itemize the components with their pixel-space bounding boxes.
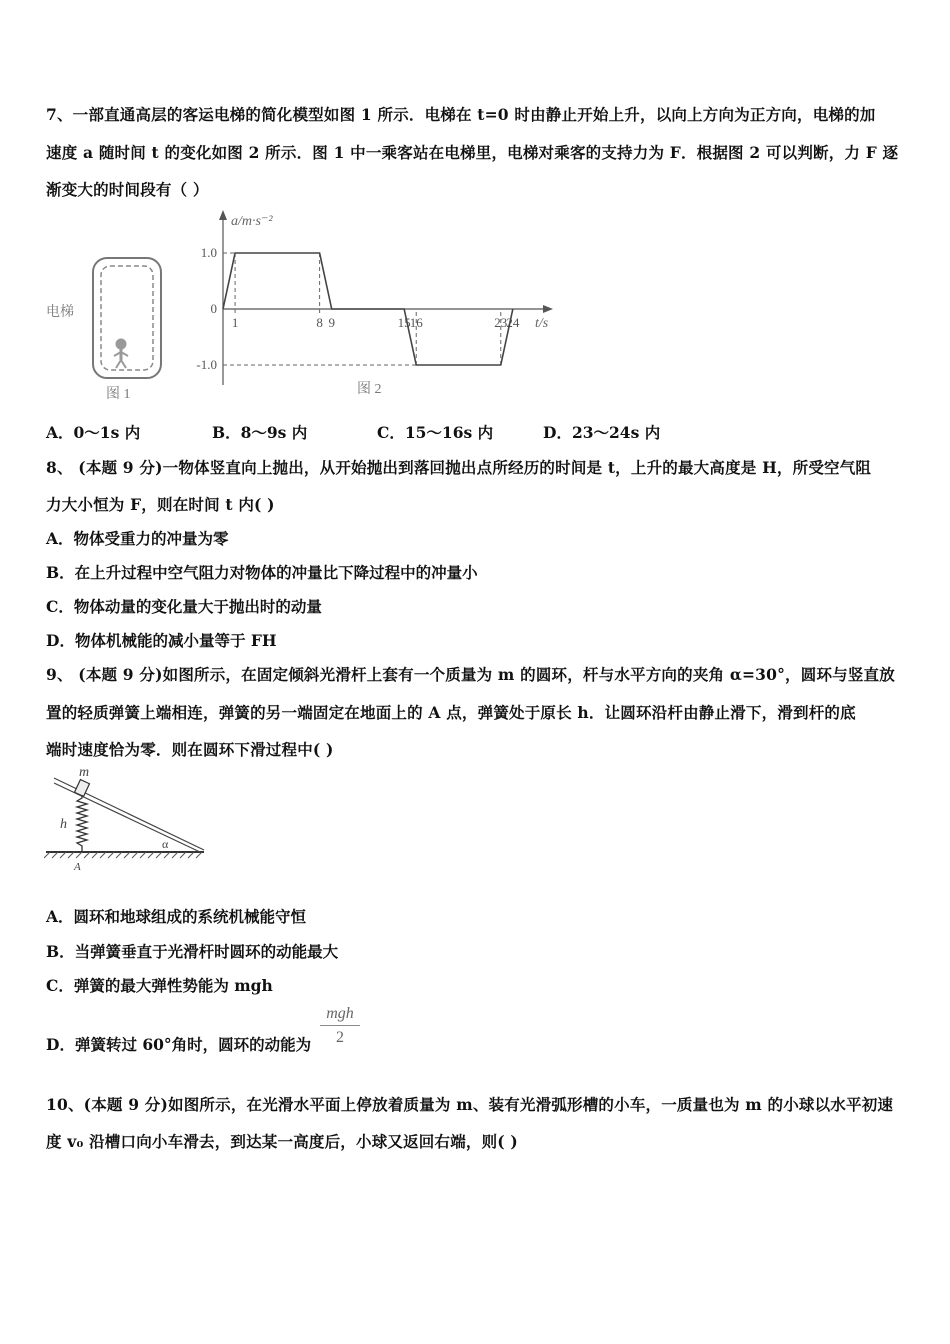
q10-line-1: 10、(本题 9 分)如图所示，在光滑水平面上停放着质量为 m、装有光滑弧形槽的小车，一质量也为 m 的小球以水平初速 (46, 1095, 894, 1114)
q7-option-c[interactable]: C．15～16s 内 (377, 423, 494, 442)
y-axis-arrow (219, 210, 227, 220)
spring (77, 795, 87, 852)
x-tick-1: 1 (231, 315, 239, 330)
y-axis-label: a/m·s⁻² (231, 214, 273, 229)
q9-line-2: 置的轻质弹簧上端相连，弹簧的另一端固定在地面上的 A 点，弹簧处于原长 h．让圆环沿杆由静止滑下，滑到杆的底 (46, 703, 856, 722)
elevator-outer (93, 258, 161, 378)
q9-option-d[interactable]: D．弹簧转过 60°角时，圆环的动能为 (46, 1035, 312, 1054)
x-tick-23: 23 (494, 315, 508, 330)
q8-option-b[interactable]: B．在上升过程中空气阻力对物体的冲量比下降过程中的冲量小 (46, 563, 478, 582)
x-axis-arrow (543, 305, 553, 313)
fraction-denominator: 2 (336, 1029, 344, 1046)
label-h: h (60, 817, 67, 832)
label-alpha: α (162, 837, 169, 851)
q10-line-2: 度 v₀ 沿槽口向小车滑去，到达某一高度后，小球又返回右端，则( ) (46, 1132, 518, 1151)
q7-option-b[interactable]: B．8～9s 内 (212, 423, 308, 442)
label-m: m (79, 765, 90, 780)
q9-option-a[interactable]: A．圆环和地球组成的系统机械能守恒 (46, 907, 307, 926)
q7-line-3: 渐变大的时间段有（ ） (46, 180, 209, 199)
fig2-caption: 图 2 (357, 382, 382, 397)
passenger-icon (114, 339, 128, 368)
q9-line-3: 端时速度恰为零．则在圆环下滑过程中( ) (46, 740, 334, 759)
x-tick-9: 9 (328, 315, 335, 330)
q7-line-1: 7、一部直通高层的客运电梯的简化模型如图 1 所示．电梯在 t=0 时由静止开始上升，以向上方向为正方向，电梯的加 (46, 105, 876, 124)
q7-option-d[interactable]: D．23～24s 内 (543, 423, 661, 442)
x-tick-15: 15 (397, 315, 411, 330)
acceleration-chart (185, 205, 575, 405)
q9-option-c[interactable]: C．弹簧的最大弹性势能为 mgh (46, 976, 273, 995)
q9-line-1: 9、 (本题 9 分)如图所示，在固定倾斜光滑杆上套有一个质量为 m 的圆环，杆与水平方向的夹角 α=30°，圆环与竖直放 (46, 665, 895, 684)
fraction-numerator: mgh (320, 1005, 360, 1026)
ground (44, 852, 204, 858)
y-tick-0: 1.0 (200, 245, 217, 260)
y-tick-1: 0 (210, 301, 217, 316)
elevator-label: 电梯 (46, 305, 74, 320)
label-A: A (74, 861, 81, 872)
q8-line-2: 力大小恒为 F，则在时间 t 内( ) (46, 495, 275, 514)
q9-fraction (320, 1005, 360, 1047)
fig1-caption: 图 1 (106, 387, 131, 402)
x-tick-24: 24 (506, 315, 520, 330)
q8-option-c[interactable]: C．物体动量的变化量大于抛出时的动量 (46, 597, 322, 616)
incline-spring-figure (44, 762, 219, 872)
q9-option-b[interactable]: B．当弹簧垂直于光滑杆时圆环的动能最大 (46, 942, 339, 961)
q7-option-a[interactable]: A．0～1s 内 (46, 423, 141, 442)
q8-line-1: 8、 (本题 9 分)一物体竖直向上抛出，从开始抛出到落回抛出点所经历的时间是 t，上升的最大高度是 H，所受空气阻 (46, 458, 872, 477)
q8-option-d[interactable]: D．物体机械能的减小量等于 FH (46, 631, 277, 650)
y-tick-2: -1.0 (196, 357, 217, 372)
x-tick-16: 16 (409, 315, 423, 330)
q7-line-2: 速度 a 随时间 t 的变化如图 2 所示．图 1 中一乘客站在电梯里，电梯对乘客的支持力为 F．根据图 2 可以判断，力 F 逐 (46, 143, 899, 162)
q8-option-a[interactable]: A．物体受重力的冲量为零 (46, 529, 229, 548)
x-tick-8: 8 (316, 315, 323, 330)
x-axis-label: t/s (535, 316, 549, 331)
elevator-figure (40, 250, 170, 405)
